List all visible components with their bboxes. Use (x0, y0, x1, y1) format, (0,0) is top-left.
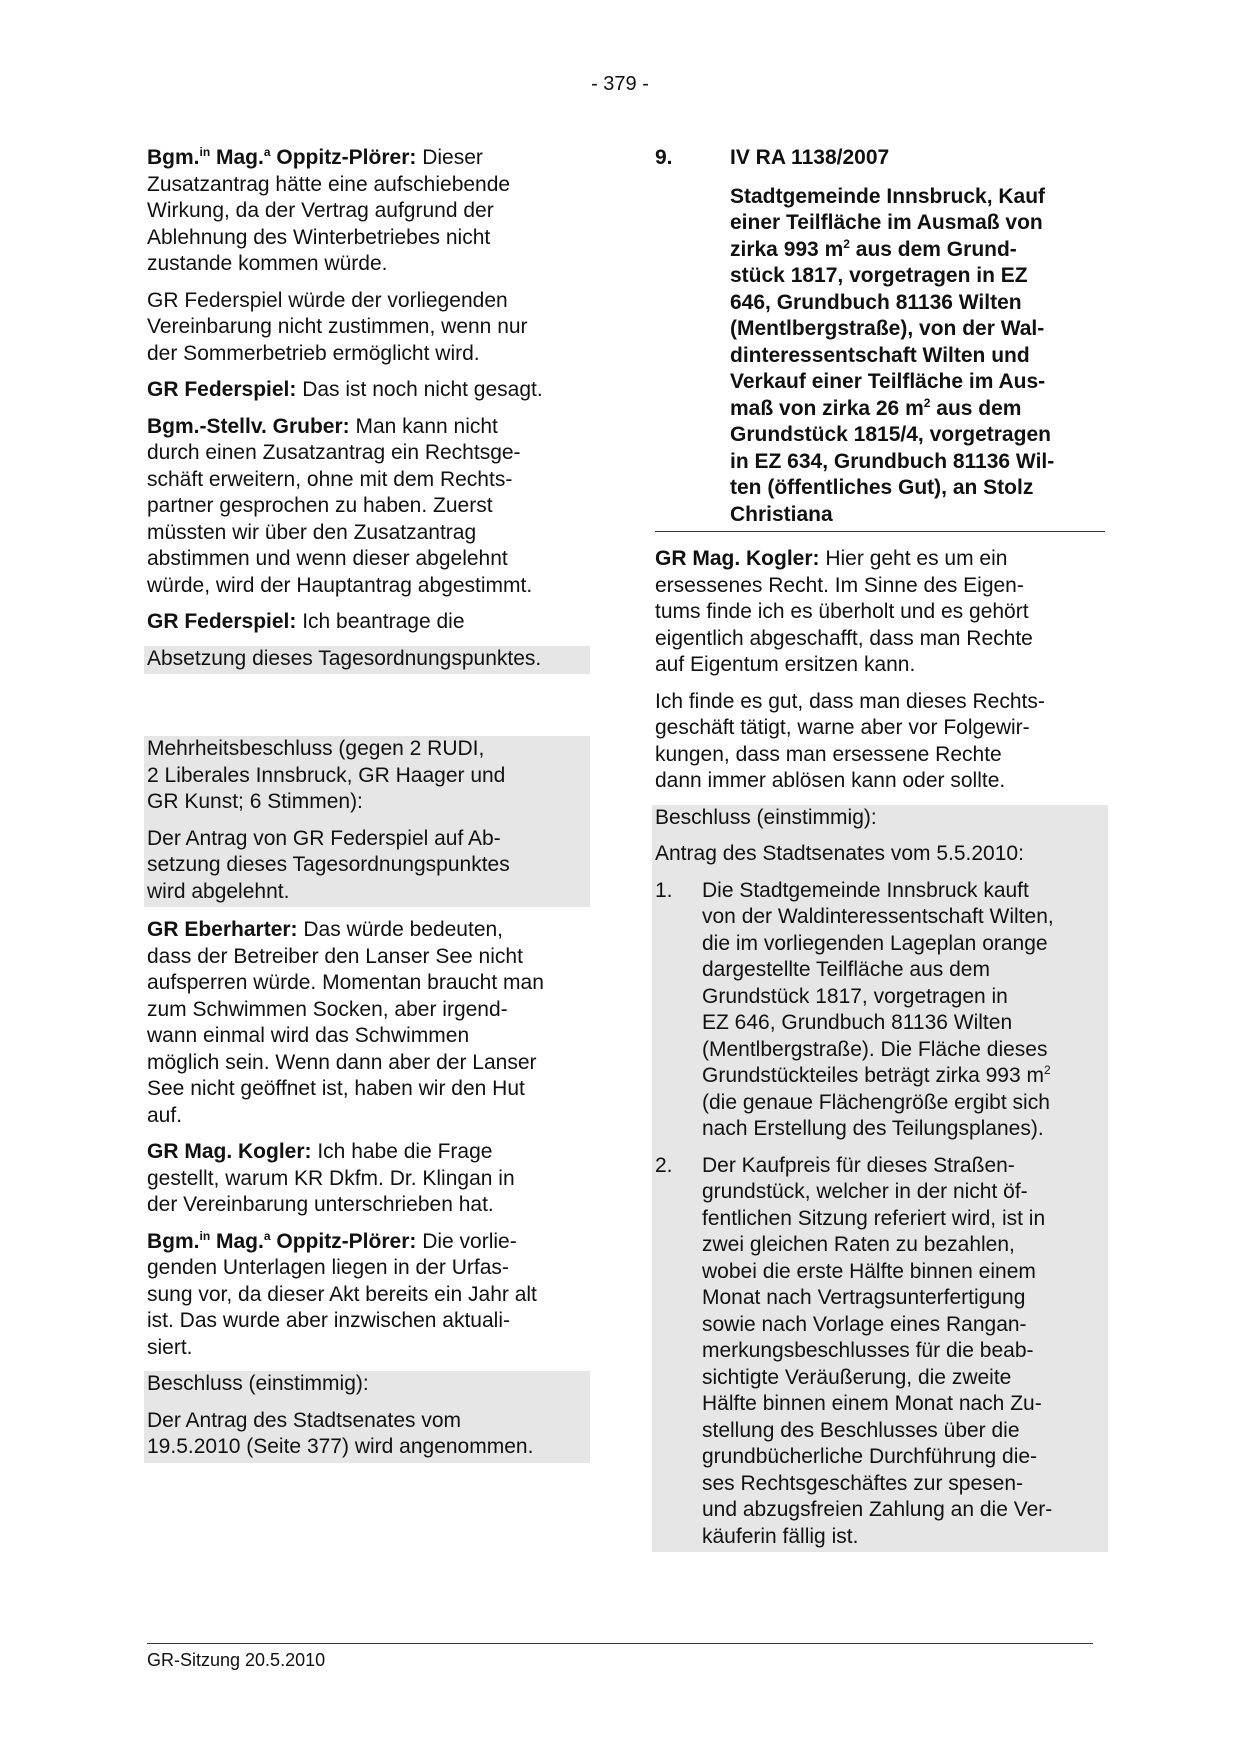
paragraph-oppitz-1: Bgm.$^{in}$ Mag.$^a$ Oppitz-Plörer: Dieser Zusatzantrag hätte eine aufschiebende Wirkung, da der Vertrag aufgrund der Ablehnung des Winterbetriebes nicht zustande kommen würde. (147, 145, 511, 275)
agenda-item-title: Stadtgemeinde Innsbruck, Kauf einer Teilfläche im Ausmaß von zirka 993 $m^2$ aus dem Grund- stück 1817, vorgetragen in EZ 646, Grundbuch 81136 Wilten (Mentlbergstraße), von der Wal- dinteressentschaft Wilten und Verkauf einer Teilfläche im Aus- maß von zirka 26 $m^2$ aus dem Grundstück 1815/4, vorgetragen in EZ 634, Grundbuch 81136 Wil- ten (öffentliches Gut), an Stolz Christiana (730, 184, 1055, 526)
resolution-box-purchase: Beschluss (einstimmig): Antrag des Stadtsenates vom 5.5.2010: 1. Die Stadtgemeinde Innsbruck kauft von der Waldinteressentschaft Wilten, die im vorliegenden Lageplan orange dargestellte Teilfläche aus dem Grundstück 1817, vorgetragen in EZ 646, Grundbuch 81136 Wilten (Mentlbergstraße). Die Fläche dieses Grundstückteiles beträgt zirka 993 $m^2$ (die genaue Flächengröße ergibt sich nach Erstellung des Teilungsplanes). 2. Der Kaufpreis für dieses Straßen- grundstück, welcher in der nicht öf- fentlichen Sitzung referiert wird, ist in zwei gleichen Raten zu bezahlen, wobei die erste Hälfte binnen einem Monat nach Vertragsunterfertigung sowie nach Vorlage eines Rangan- merkungsbeschlusses für die beab- sichtigte Veräußerung, die zweite Hälfte binnen einem Monat nach Zu- stellung des Beschlusses über die grundbücherliche Durchführung die- ses Rechtsgeschäftes zur spesen- und abzugsfreien Zahlung an die Ver- käuferin fällig ist. (652, 805, 1108, 1553)
paragraph-kogler-3: Ich finde es gut, dass man dieses Rechts- geschäft tätigt, warne aber vor Folgewir- kungen, dass man ersessene Rechte dann immer ablösen kann oder sollte. (655, 689, 1045, 792)
paragraph-gruber: Bgm.-Stellv. Gruber: Man kann nicht durch einen Zusatzantrag ein Rechtsge- schäft erweitern, ohne mit dem Rechts- partner gesprochen zu haben. Zuerst müssten wir über den Zusatzantrag abstimmen und wenn dieser abgelehnt würde, wird der Hauptantrag abgestimmt. (147, 414, 533, 597)
section-divider (655, 531, 1105, 532)
paragraph-oppitz-2: Bgm.$^{in}$ Mag.$^a$ Oppitz-Plörer: Die vorlie- genden Unterlagen liegen in der Urfas- sung vor, da dieser Akt bereits ein Jahr alt ist. Das wurde aber inzwischen aktuali- siert. (147, 1228, 537, 1359)
resolution-box-majority: Mehrheitsbeschluss (gegen 2 RUDI, 2 Liberales Innsbruck, GR Haager und GR Kunst; 6 Stimmen): Der Antrag von GR Federspiel auf Ab- setzung dieses Tagesordnungspunktes wird abgelehnt. (144, 736, 590, 907)
motion-box: Absetzung dieses Tagesordnungspunktes. (144, 646, 590, 675)
paragraph-federspiel-note: GR Federspiel würde der vorliegenden Vereinbarung nicht zustimmen, wenn nur der Sommerbetrieb ermöglicht wird. (147, 288, 528, 365)
agenda-item-number: 9. (655, 146, 673, 169)
list-item: 1. Die Stadtgemeinde Innsbruck kauft von der Waldinteressentschaft Wilten, die im vorliegenden Lageplan orange dargestellte Teilfläche aus dem Grundstück 1817, vorgetragen in EZ 646, Grundbuch 81136 Wilten (Mentlbergstraße). Die Fläche dieses Grundstückteiles beträgt zirka 993 $m^2$ (die genaue Flächengröße ergibt sich nach Erstellung des Teilungsplanes). (655, 878, 1054, 1140)
paragraph-kogler-1: GR Mag. Kogler: Ich habe die Frage gestellt, warum KR Dkfm. Dr. Klingan in der Vereinbarung unterschrieben hat. (147, 1140, 515, 1216)
footer-divider (147, 1643, 1093, 1644)
right-column (655, 145, 1105, 1552)
paragraph-kogler-2: GR Mag. Kogler: Hier geht es um ein ersessenes Recht. Im Sinne des Eigen- tums finde ich es überholt und es gehört eigentlich abgeschafft, dass man Rechte auf Eigentum ersitzen kann. (655, 547, 1033, 676)
footer-text: GR-Sitzung 20.5.2010 (147, 1650, 326, 1670)
paragraph-federspiel-2: GR Federspiel: Ich beantrage die (147, 610, 465, 633)
left-column (147, 145, 587, 1463)
agenda-item-header (655, 145, 1105, 172)
paragraph-eberharter: GR Eberharter: Das würde bedeuten, dass der Betreiber den Lanser See nicht aufsperren würde. Momentan braucht man zum Schwimmen Socken, aber irgend- wann einmal wird das Schwimmen möglich sein. Wenn dann aber der Lanser See nicht geöffnet ist, haben wir den Hut auf. (147, 918, 544, 1127)
list-item: 2. Der Kaufpreis für dieses Straßen- grundstück, welcher in der nicht öf- fentlichen Sitzung referiert wird, ist in zwei gleichen Raten zu bezahlen, wobei die erste Hälfte binnen einem Monat nach Vertragsunterfertigung sowie nach Vorlage eines Rangan- merkungsbeschlusses für die beab- sichtigte Veräußerung, die zweite Hälfte binnen einem Monat nach Zu- stellung des Beschlusses über die grundbücherliche Durchführung die- ses Rechtsgeschäftes zur spesen- und abzugsfreien Zahlung an die Ver- käuferin fällig ist. (655, 1153, 1053, 1548)
agenda-item-reference: IV RA 1138/2007 (730, 146, 890, 169)
paragraph-federspiel-1: GR Federspiel: Das ist noch nicht gesagt. (147, 378, 543, 401)
resolution-box-unanimous: Beschluss (einstimmig): Der Antrag des Stadtsenates vom 19.5.2010 (Seite 377) wird angenommen. (144, 1371, 590, 1463)
page-number: - 379 - (591, 73, 649, 95)
speaker-name: Bgm.$^{in}$ Mag.$^a$ Oppitz-Plörer: (147, 145, 417, 169)
